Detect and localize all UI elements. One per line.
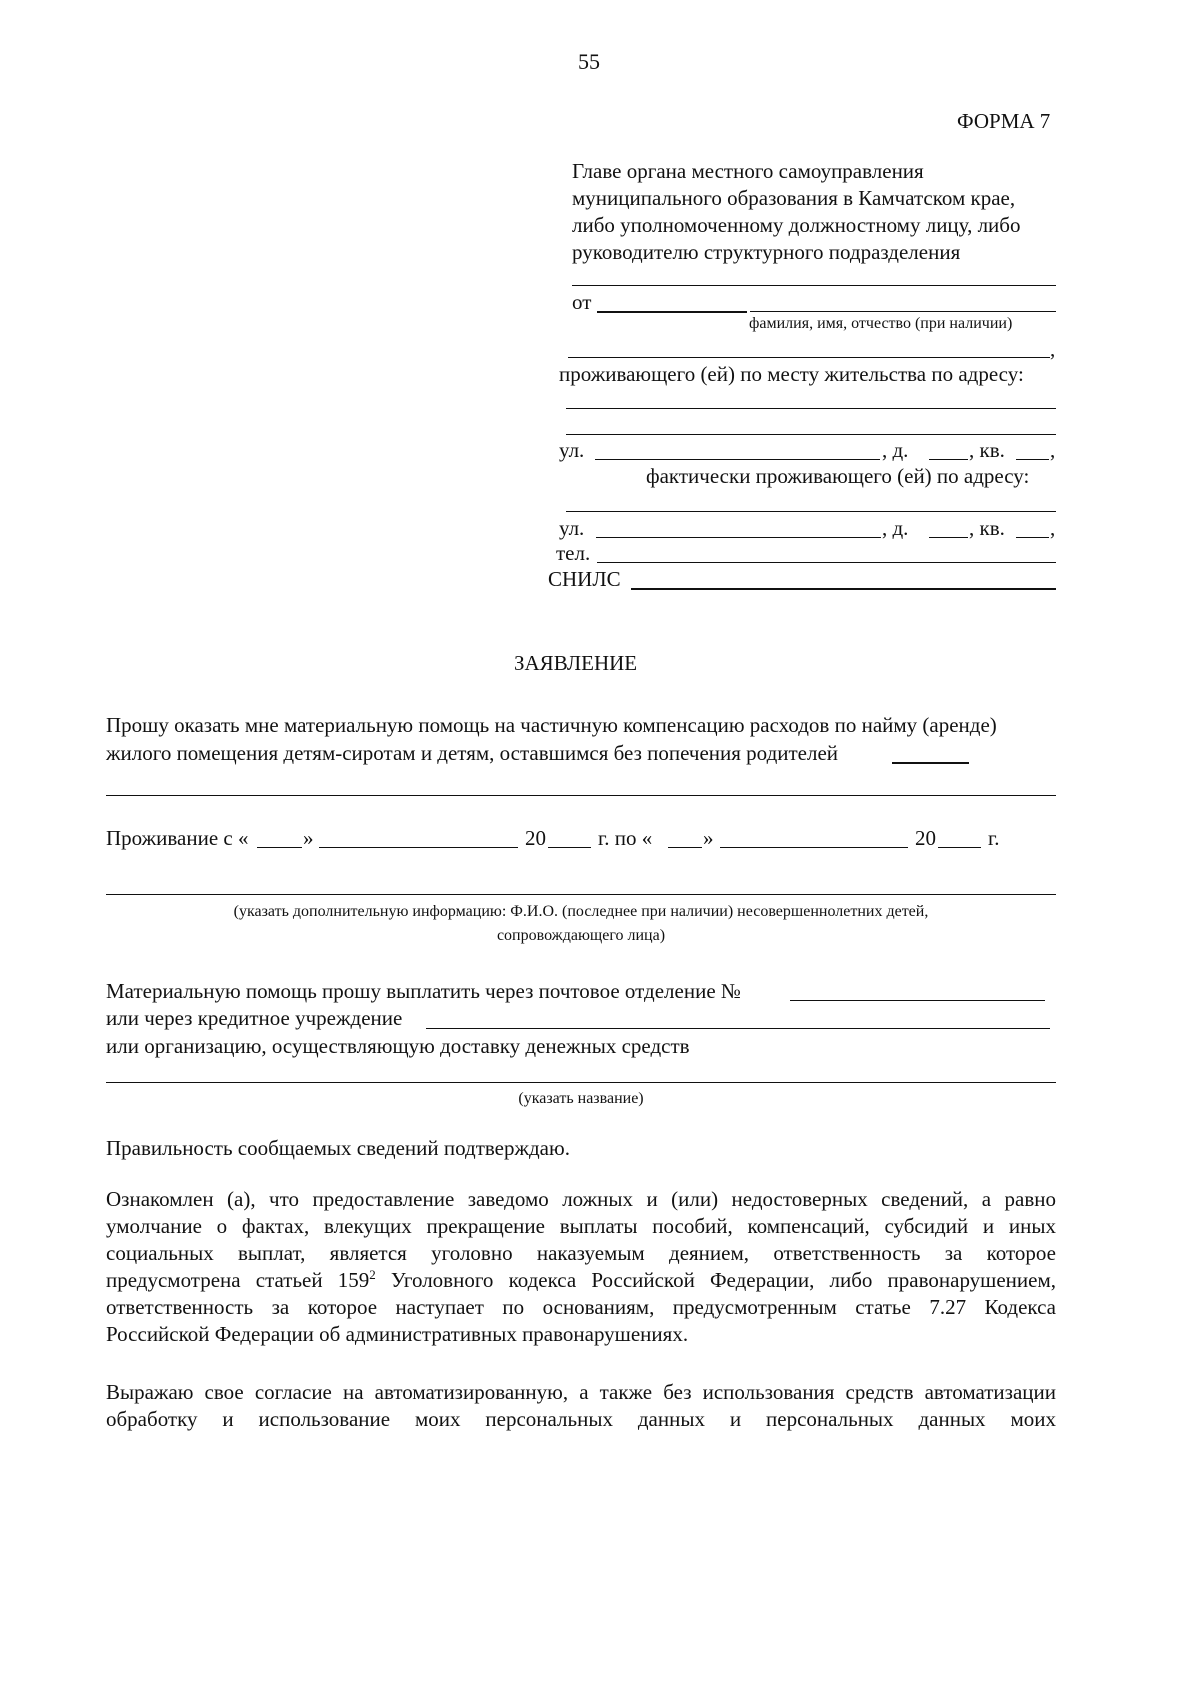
consent-paragraph [106,1379,1056,1433]
snils-label: СНИЛС [548,567,621,591]
year-prefix: 20 [915,826,936,850]
quote-close: » [703,826,714,850]
confirmation-text: Правильность сообщаемых сведений подтверждаю. [106,1136,570,1160]
actual-house-field[interactable] [929,537,968,538]
addressee-line: либо уполномоченному должностному лицу, либо [572,213,1021,237]
warning-text: Уголовного кодекса Российской Федерации, либо правонарушением, [375,1268,1056,1292]
category-field[interactable] [892,762,969,764]
from-year-field[interactable] [548,847,591,848]
delivery-organization-field[interactable] [106,1082,1056,1083]
house-label: , д. [882,438,909,462]
street-label: ул. [559,516,585,540]
applicant-name-field[interactable] [597,311,747,313]
warning-text: предусмотрена статьей 159 [106,1268,370,1292]
warning-line [106,1267,1056,1294]
residence-house-field[interactable] [929,459,968,460]
request-line: жилого помещения детям-сиротам и детям, оставшимся без попечения родителей [106,741,839,765]
actual-street-field[interactable] [596,537,881,538]
actual-residence-label: фактически проживающего (ей) по адресу: [646,464,1030,488]
credit-institution-field[interactable] [426,1028,1050,1029]
addressee-line: муниципального образования в Камчатском крае, [572,186,1016,210]
applicant-name-continuation-field[interactable] [568,357,1050,358]
to-month-field[interactable] [720,847,908,848]
additional-info-caption: (указать дополнительную информацию: Ф.И.О. (последнее при наличии) несовершеннолетних детей, [233,903,929,920]
apt-label: , кв. [969,438,1005,462]
phone-label: тел. [556,541,591,565]
house-label: , д. [882,516,909,540]
to-label: г. по « [598,826,653,850]
to-day-field[interactable] [668,847,702,848]
phone-field[interactable] [597,562,1056,563]
from-label: от [572,290,592,314]
warning-line: социальных выплат, является уголовно наказуемым деянием, ответственность за которое [106,1241,1056,1265]
comma: , [1050,516,1056,540]
additional-info-caption: сопровождающего лица) [496,927,666,944]
warning-line: ответственность за которое наступает по основаниям, предусмотренным статье 7.27 Кодекса [106,1295,1056,1319]
residence-label: проживающего (ей) по месту жительства по адресу: [559,362,1024,386]
payment-line: Материальную помощь прошу выплатить через почтовое отделение № [106,979,741,1003]
post-office-number-field[interactable] [790,1000,1045,1001]
street-label: ул. [559,438,585,462]
consent-line: Выражаю свое согласие на автоматизированную, а также без использования средств автоматизации [106,1380,1056,1404]
form-label: ФОРМА 7 [957,109,1051,133]
snils-field[interactable] [631,588,1056,590]
addressee-line: Главе органа местного самоуправления [572,159,924,183]
residence-apt-field[interactable] [1016,459,1049,460]
warning-line: умолчание о фактах, влекущих прекращение выплаты пособий, компенсаций, субсидий и иных [106,1214,1056,1238]
from-day-field[interactable] [257,847,302,848]
actual-apt-field[interactable] [1016,537,1049,538]
addressee-line: руководителю структурного подразделения [572,240,961,264]
apt-label: , кв. [969,516,1005,540]
additional-info-field[interactable] [106,894,1056,895]
actual-address-field[interactable] [566,511,1056,512]
consent-line: обработку и использование моих персональных данных и персональных данных моих [106,1407,1056,1431]
year-prefix: 20 [525,826,546,850]
warning-paragraph [106,1186,1056,1348]
payment-line: или через кредитное учреждение [106,1006,403,1030]
quote-close: » [303,826,314,850]
comma: , [1050,337,1056,361]
organization-name-caption: (указать название) [518,1090,644,1107]
from-month-field[interactable] [319,847,518,848]
warning-line: Российской Федерации об административных правонарушениях. [106,1322,689,1346]
to-year-field[interactable] [938,847,981,848]
addressee-block [572,158,1020,266]
payment-line: или организацию, осуществляющую доставку денежных средств [106,1034,690,1058]
year-end: г. [988,826,1000,850]
residence-address-field[interactable] [566,408,1056,409]
request-line: Прошу оказать мне материальную помощь на частичную компенсацию расходов по найму (аренде) [106,713,997,737]
article-superscript: 2 [369,1267,376,1282]
comma: , [1050,438,1056,462]
page-number: 55 [578,49,600,74]
applicant-name-field-rest[interactable] [750,311,1056,312]
addressee-extra-line[interactable] [572,285,1056,286]
residence-address-field-2[interactable] [566,434,1056,435]
name-caption: фамилия, имя, отчество (при наличии) [749,315,1013,332]
warning-line: Ознакомлен (а), что предоставление заведомо ложных и (или) недостоверных сведений, а равно [106,1187,1056,1211]
document-title: ЗАЯВЛЕНИЕ [514,651,638,675]
residence-from-label: Проживание с « [106,826,249,850]
request-continuation-field[interactable] [106,795,1056,796]
residence-street-field[interactable] [595,459,880,460]
